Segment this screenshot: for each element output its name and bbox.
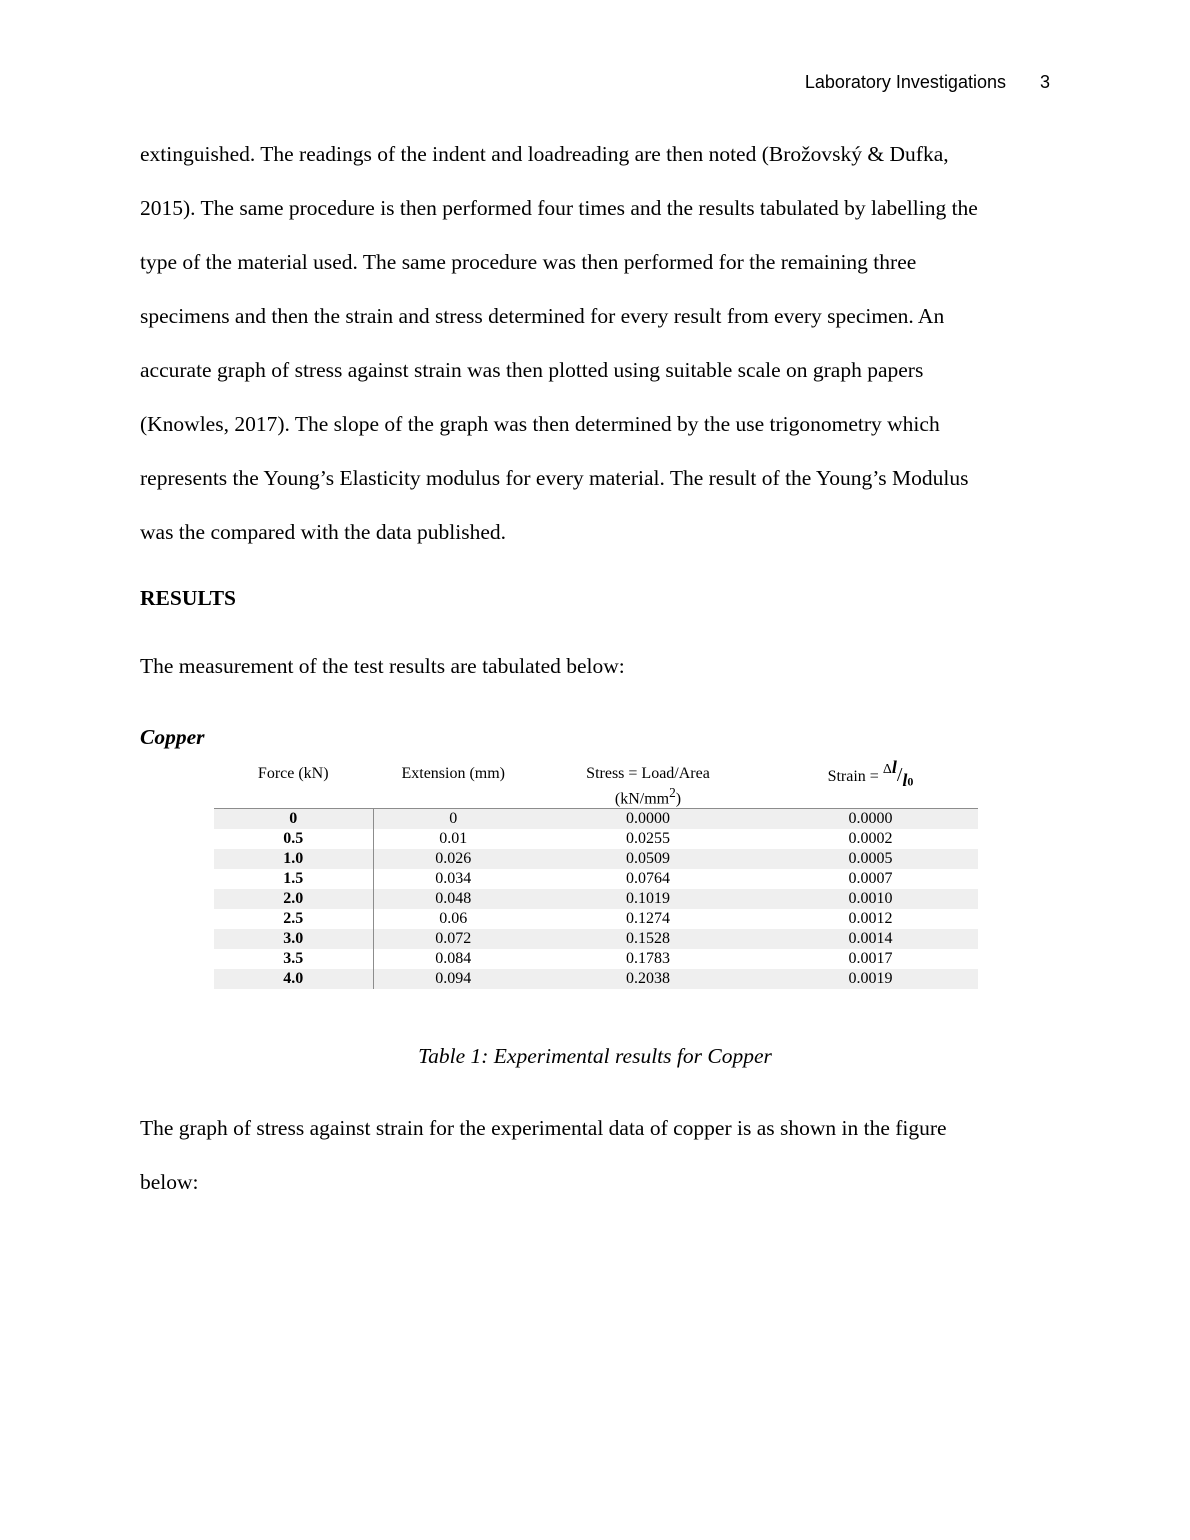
cell-strain: 0.0007 <box>848 870 893 888</box>
table-caption: Table 1: Experimental results for Copper <box>418 1044 772 1068</box>
paragraph-line: below: <box>140 1170 199 1194</box>
cell-strain: 0.0000 <box>763 809 978 830</box>
table-row <box>214 889 978 909</box>
cell-force: 4.0 <box>214 969 373 989</box>
paragraph-line: represents the Young’s Elasticity modulus for every material. The result of the Young’s Modulus <box>140 466 969 490</box>
cell-stress: 0.1528 <box>533 929 763 949</box>
table-row <box>214 869 978 889</box>
header-stress-line1: Stress = Load/Area <box>586 765 710 782</box>
header-stress-superscript: 2 <box>669 785 676 800</box>
cell-stress: 0.0764 <box>626 870 670 888</box>
strain-slash: / <box>896 764 903 786</box>
cell-force: 3.5 <box>214 949 373 969</box>
results-heading: RESULTS <box>140 586 237 610</box>
cell-force: 2.0 <box>214 889 373 909</box>
cell-extension: 0.072 <box>373 929 533 949</box>
cell-force: 0.5 <box>214 829 373 849</box>
header-extension: Extension (mm) <box>373 760 533 809</box>
results-intro-text: The measurement of the test results are tabulated below: <box>140 654 625 678</box>
cell-force: 0 <box>214 809 373 830</box>
cell-extension: 0.084 <box>435 950 472 968</box>
cell-extension: 0.048 <box>373 889 533 909</box>
cell-strain: 0.0010 <box>763 889 978 909</box>
cell-strain: 0.0017 <box>848 950 893 968</box>
page-header <box>805 72 1050 93</box>
cell-stress: 0.1274 <box>626 910 670 928</box>
paragraph-line: accurate graph of stress against strain was then plotted using suitable scale on graph papers <box>140 358 924 382</box>
cell-stress: 0.0000 <box>533 809 763 830</box>
paragraph-line: extinguished. The readings of the indent and loadreading are then noted (Brožovský & Dufka, <box>140 142 949 166</box>
running-head-title: Laboratory Investigations <box>804 72 1006 92</box>
table-row <box>214 929 978 949</box>
table-row <box>214 949 978 969</box>
cell-extension: 0.094 <box>373 969 533 989</box>
header-stress-close: ) <box>675 790 682 808</box>
paragraph-line: type of the material used. The same procedure was then performed for the remaining three <box>140 250 917 274</box>
cell-force: 1.0 <box>214 849 373 869</box>
table-row <box>214 809 978 830</box>
table-row <box>214 909 978 929</box>
cell-strain: 0.0019 <box>763 969 978 989</box>
strain-formula <box>882 757 914 792</box>
cell-extension: 0 <box>373 809 533 830</box>
table-header-row <box>214 760 978 809</box>
cell-strain: 0.0012 <box>848 910 893 928</box>
header-force: Force (kN) <box>214 760 373 809</box>
paragraph-line: specimens and then the strain and stress determined for every result from every specimen. An <box>140 304 945 328</box>
cell-force: 1.5 <box>214 869 373 889</box>
paragraph-line: 2015). The same procedure is then performed four times and the results tabulated by labelling the <box>140 196 978 220</box>
cell-force: 3.0 <box>214 929 373 949</box>
strain-delta-symbol: Δ <box>882 762 892 777</box>
paragraph-line: was the compared with the data published. <box>140 520 506 544</box>
method-paragraph <box>140 127 1055 559</box>
cell-strain: 0.0005 <box>763 849 978 869</box>
copper-results-table <box>214 757 978 989</box>
header-strain <box>763 757 978 809</box>
header-strain-label: Strain = <box>827 768 879 785</box>
cell-force: 2.5 <box>214 909 373 929</box>
page-number: 3 <box>1039 72 1050 92</box>
header-stress <box>533 760 763 809</box>
header-stress-unit: (kN/mm <box>614 790 670 808</box>
paragraph-line: (Knowles, 2017). The slope of the graph was then determined by the use trigonometry which <box>140 412 940 436</box>
strain-numerator: l <box>891 757 897 777</box>
strain-subscript: 0 <box>907 774 914 789</box>
cell-extension: 0.034 <box>435 870 472 888</box>
copper-heading: Copper <box>140 725 205 749</box>
table-row <box>214 969 978 989</box>
cell-extension: 0.026 <box>373 849 533 869</box>
cell-stress: 0.1783 <box>626 950 670 968</box>
paragraph-line: The graph of stress against strain for the experimental data of copper is as shown in the figure <box>140 1116 947 1140</box>
cell-stress: 0.1019 <box>533 889 763 909</box>
cell-extension: 0.06 <box>439 910 468 928</box>
cell-stress: 0.0509 <box>533 849 763 869</box>
cell-strain: 0.0002 <box>848 830 893 848</box>
cell-strain: 0.0014 <box>763 929 978 949</box>
cell-stress: 0.0255 <box>626 830 670 848</box>
cell-extension: 0.01 <box>439 830 468 848</box>
table-row <box>214 849 978 869</box>
table-row <box>214 829 978 849</box>
graph-intro-paragraph <box>140 1101 1055 1209</box>
cell-stress: 0.2038 <box>533 969 763 989</box>
strain-denominator: l <box>902 770 908 790</box>
